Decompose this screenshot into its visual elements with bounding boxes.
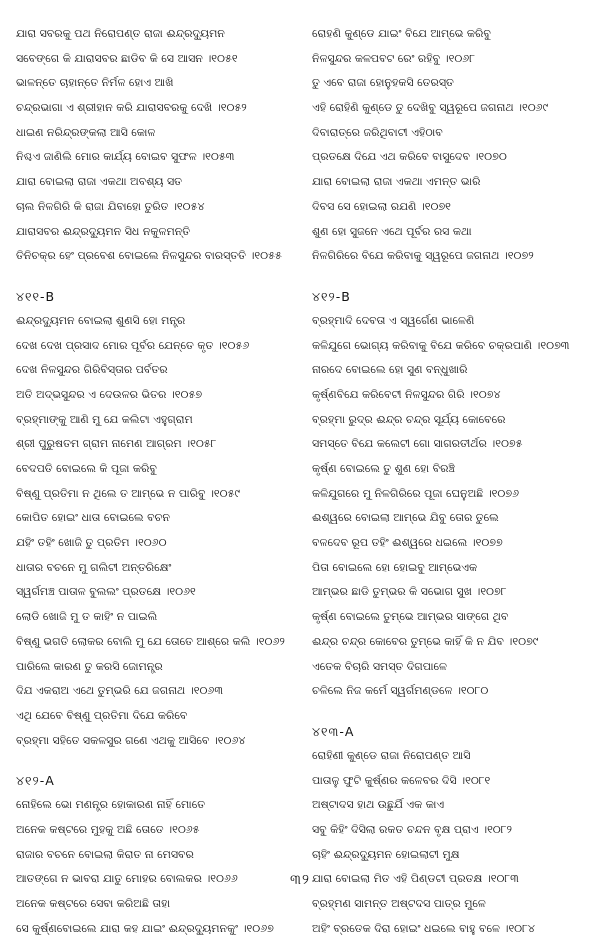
verse-line: ଚନ୍ଦ୍ରଭାଗା ଏ ଶ୍ରୀହାନ କରି ଯାରାସବରକୁ ଦେଖି ।୧୦୫୨ (16, 101, 247, 115)
verse-line: ଅନେକ କଷ୍ଟରେ ସେବା କରିଅଛି ତାହା (16, 897, 171, 910)
verse-line: ଚଳିଲେ ନିଜ କର୍ମେ ସ୍ୱର୍ଗମଣ୍ଡଳେ ।୧୦୮୦ (312, 684, 489, 698)
verse-line: ବ୍ରହ୍ମାଙ୍କୁ ଆଣି ମୁ ଯେ କଲିଟା ଏହୁଗ୍ରାମ (16, 412, 193, 426)
verse-line: କଳିଯୁଗରେ ମୁ ନିଳଗିରିରେ ପୂଜା ଘେନୁଅଛି ।୧୦୭୬ (312, 486, 520, 500)
section-heading: ୪୧୨-B (312, 288, 351, 304)
verse-line: ଧାତାର ବଚନେ ମୁ ଗଲିଟୀ ଅନ୍ତରିକ୍ଷେଂ (16, 560, 172, 574)
verse-line: ନାରଦେ ବୋଇଲେ ହୋ ସୁଣ ବନ୍ଧୁଖାରି (312, 363, 468, 377)
verse-line: କୃର୍ଷ୍ଣ ବୋଇଲେ ତୁ ଶୁଣ ହୋ ବିରଞ୍ଚି (312, 462, 456, 475)
verse-line: ଈନ୍ଦ୍ରଦ୍ୟୁମନ ବୋଇଲା ଶୁଣସି ହୋ ମନ୍ତ୍ର (16, 313, 186, 327)
section-gap (16, 753, 306, 769)
left-column (16, 22, 306, 941)
verse-line: ପାରିଲେ କାରଣ ତୁ କରସି ଜୋମନ୍ତ୍ର (16, 659, 163, 673)
verse-line: ଈଶ୍ୱରେ ବୋଇଲା ଆମ୍ଭେ ଯିବୁ ତୋର ତୁଲେ (312, 511, 499, 525)
verse-line: ଦିବାରାତ୍ରେ ଜରିଥିବାଟୀ ଏହିଠାବ (312, 125, 443, 139)
verse-line: ଏହି ରୋହିଣି କୁଣ୍ଡେ ତୁ ଦେଖିବୁ ସ୍ୱରୂପେ ଜଗନାଥ ।୧୦୬୯ (312, 101, 549, 115)
verse-line: ଏଥି ଯେବେ ବିଷ୍ଣୁ ପ୍ରତିମା ଦିଯେ କରିବେ (16, 708, 188, 722)
section-gap (16, 269, 306, 285)
verse-line: ଚାହିଂ ଈନ୍ଦ୍ରଦ୍ୟୁମନ ହୋଇଲାଟୀ ମୁକ୍ଷ (312, 847, 460, 861)
verse-line: ଈନ୍ଦ୍ର ଚନ୍ଦ୍ର କୋବେର ତୁମ୍ଭେ କାହିଁ କି ନ ଯିବ ।୧୦୭୯ (312, 634, 539, 648)
verse-line: ବିଷ୍ଣୁ ଭଗତି ଲୋକର ବୋଲି ମୁ ଯେ ତୋତେ ଆଶ୍ରେ କଲି ।୧୦୬୨ (16, 634, 285, 648)
verse-line: ସେ କୁର୍ଷ୍ଣବୋଇଲେ ଯାରା କହ ଯାଇଂ ଈନ୍ଦ୍ରଦ୍ୟୁମନକୁଂ ।୧୦୬୭ (16, 921, 274, 935)
verse-line: ପ୍ରତକ୍ଷେ ଦିଯେ ଏଥ କରିବେ ବାସୁଦେବ ।୧୦୭୦ (312, 150, 507, 164)
section-gap (312, 704, 600, 720)
page-number: ୩୨ (290, 872, 310, 888)
verse-line: ବଳଦେବ ରୂପ ତହିଂ ଈଶ୍ୱରେ ଧଇଲେ ।୧୦୭୭ (312, 536, 503, 550)
verse-line: କୃର୍ଷ୍ଣବିଯେ କରିବେଟୀ ନିଳସୁନ୍ଦର ଗିରି ।୧୦୭୪ (312, 387, 501, 401)
verse-line: ଅତି ଅଦ୍ଭସୁନ୍ଦର ଏ ଦେଉଳର ଭିତର ।୧୦୫୭ (16, 387, 203, 401)
verse-line: ଯହିଂ ତହିଂ ଖୋଜି ତୁ ପ୍ରତିମ ।୧୦୬୦ (16, 536, 167, 550)
verse-line: ଲୋଡି ଖୋଜି ମୁ ତ କାହିଂ ନ ପାଇଲି (16, 610, 158, 624)
verse-line: ବ୍ରହ୍ମା ସହିତେ ସକଳସୁର ଗଣେ ଏଥକୁ ଆସିବେ ।୧୦୬୪ (16, 733, 246, 747)
verse-line: ଦିଯ ଏକରାଅ ଏଥେ ତୁମ୍ଭରି ଯେ ଜଗନାଥ ।୧୦୬୩ (16, 684, 223, 698)
section-gap (312, 269, 600, 285)
verse-line: କୃର୍ଷ୍ଣ ବୋଇଲେ ତୁମ୍ଭେ ଆମ୍ଭର ସାଙ୍ଗେ ଥିବ (312, 610, 509, 624)
verse-line: ବିଷ୍ଣୁ ପ୍ରତିମା ନ ଥିଲେ ତ ଆମ୍ଭେ ନ ପାରିବୁ ।୧୦୫୯ (16, 486, 240, 500)
verse-line: ନିଳସୁନ୍ଦର କଳପବଟ ରେଂ ରହିବୁ ।୧୦୬୮ (312, 51, 475, 65)
verse-line: ଶ୍ରୀ ପୁରୁଷତମ ଗ୍ରାମ ନାମେଣ ଆଗ୍ରମ ।୧୦୫୮ (16, 437, 217, 451)
verse-line: ନିଳଗିରିରେ ବିଯେ କରିବାକୁ ସ୍ୱରୂପେ ଜଗନାଥ ।୧୦୭୨ (312, 249, 534, 263)
verse-line: ନୋହିଲେ ଭୋ ମଣନ୍ତ୍ର ହୋକାରଣ ନାହିଁ ମୋତେ (16, 798, 206, 812)
verse-line: ଯାରା ବୋଇଲା ମିତ ଏହି ପିଣ୍ଡଟୀ ପ୍ରତକ୍ଷ ।୧୦୮୩ (312, 872, 519, 886)
verse-line: କୋପିତ ହୋଇଂ ଧାତା ବୋଇଲେ ବଚନ (16, 511, 170, 525)
section-heading: ୪୧୩-A (312, 723, 355, 739)
verse-line: ବେଦପତି ବୋଇଲେ କି ପୂଜା କରିବୁ (16, 462, 157, 475)
verse-line: ଚାଲ ନିଳଗିରି କି ରାଜା ଯିବାହୋ ତୁରିତ ।୧୦୫୪ (16, 199, 205, 213)
verse-line: ପିତା ବୋଇଲେ ହୋ ହୋଇବୁ ଆମ୍ଭେଏକ (312, 560, 478, 574)
section-heading: ୪୧୨-A (16, 773, 55, 789)
verse-line: ଦେଖ ଦେଖ ପ୍ରସାଦ ମୋର ପୂର୍ବର ଯେନ୍ତେ କୃତ ।୧୦୫୬ (16, 338, 250, 352)
verse-line: ବ୍ରହ୍ମଣ ସାମନ୍ତ ଅଷ୍ଟଦସ ପାତ୍ର ମୁଳେ (312, 897, 486, 910)
verse-line: ଦିବସ ସେ ହୋଇଲା ରଯଣି ।୧୦୭୧ (312, 199, 451, 213)
verse-line: ତୁ ଏବେ ରାଜା ହୋନୁହକସି ତେରସ୍ତ (312, 76, 454, 90)
verse-line: ତିନିଚକ୍ର ହେଂ ପ୍ରବେଶ ବୋଇଲେ ନିଳସୁନ୍ଦର ବାରସ୍ତତି ।୧୦୫୫ (16, 249, 282, 263)
verse-line: ଆମ୍ଭର ଛାଡି ତୁମ୍ଭର କି ସଭୋଗ ସୁଖ ।୧୦୭୮ (312, 585, 507, 599)
verse-line: ରୋହଣି କୁଣ୍ଡେ ଯାଇଂ ବିଯେ ଆମ୍ଭେ କରିବୁ (312, 27, 491, 40)
verse-line: ଧାଇଣ ନରିନ୍ଦ୍ରଙ୍କଲା ଆସି କୋଳ (16, 125, 156, 139)
verse-line: ସ୍ୱର୍ଗମଞ୍ଚ ପାତାଳ ବୁଲଲଂ ପ୍ରତକ୍ଷେ ।୧୦୬୧ (16, 585, 196, 599)
verse-line: ଅନେକ କଷ୍ଟରେ ମୁହକୁ ଅଛି ତୋତେ ।୧୦୬୫ (16, 822, 200, 836)
verse-line: ରୋହିଣୀ କୁଣ୍ଡେ ରାଜା ନିରୋପଣ୍ତ ଆସି (312, 748, 471, 762)
verse-line: ଅହିଂ ବ୍ରତେକ ଦିରା ହୋଇଂ ଧଇଲେ ବାହୁ ବଳେ ।୧୦୮୪ (312, 921, 535, 935)
verse-line: ଦେଖ ନିଳସୁନ୍ଦର ଗିରିବିସ୍ତାର ପର୍ବତର (16, 363, 168, 377)
verse-line: କଳିଯୁଗେ ଭୋଗ୍ୟ କରିବାକୁ ବିଯେ କରିବେ ଚକ୍ରପାଣି ।୧୦୭୩ (312, 338, 570, 352)
verse-line: ଅଷ୍ଟାଦସ ହାଥ ଉଛୁର୍ଯି ଏକ କାଏ (312, 798, 445, 812)
verse-line: ବ୍ରହ୍ମାଦି ଦେବତା ଏ ସ୍ୱର୍ଗେଣ ଭାଳେଣି (312, 313, 475, 327)
verse-line: ଆତଙ୍ଗେ ନ ଭାବରା ଯାତୁ ମୋହର ବୋଲକର ।୧୦୬୬ (16, 872, 238, 886)
verse-line: ରାଜାର ବଚନେ ବୋଇଲା କିରାତ ନା ମେସବର (16, 847, 194, 861)
verse-line: ସବୁ କିହିଂ ଦିସିଲା ରକତ ଚନ୍ଦନ ବୃକ୍ଷ ପ୍ରାଏ ।୧୦୮୨ (312, 822, 512, 836)
section-heading: ୪୧୧-B (16, 288, 56, 304)
right-column (312, 22, 600, 941)
verse-line: ପାତାଳୁ ଫୁଟି କୁର୍ଷ୍ଣର କଳେବର ଦିସି ।୧୦୮୧ (312, 773, 491, 787)
verse-line: ସବେଙ୍ଗେ କି ଯାରାସବର ଛାଡିବ କି ସେ ଆସନ ।୧୦୫୧ (16, 51, 238, 65)
verse-line: ଏତେକ ବିଚାରି ସମସ୍ତ ଦିଗପାଳେ (312, 659, 447, 673)
verse-line: ସମସ୍ତେ ବିଯେ କଲେଟୀ ଗୋ ସାଗରତୀର୍ଥର ।୧୦୭୫ (312, 437, 523, 451)
verse-line: ଯାରା ସବରକୁ ପଥ ନିରୋପଣ୍ତ ରାଜା ଈନ୍ଦ୍ରଦ୍ୟୁମନ (16, 27, 225, 40)
verse-line: ବ୍ରହ୍ମା ରୁଦ୍ର ଈନ୍ଦ୍ର ଚନ୍ଦ୍ର ସୂର୍ଯ୍ୟ କୋବେରେ (312, 412, 506, 426)
verse-line: ଶୁଣ ହୋ ସୁଜନେ ଏଥେ ପୂର୍ବର ରସ କଥା (312, 224, 472, 238)
verse-line: ଯାରା ବୋଇଲା ରାଜା ଏକଥା ଏମନ୍ତ ଭାରି (312, 175, 481, 189)
verse-line: ନିଶ୍ଚଏ ଜାଣିଲି ମୋର କାର୍ଯ୍ୟ ବୋଇବ ସୁଫଳ ।୧୦୫୩ (16, 150, 235, 164)
verse-line: ଯାରାସବର ଈନ୍ଦ୍ରଦ୍ୟୁମନ ସିଧ ନକୁଳମନ୍ତି (16, 224, 191, 238)
verse-line: ଯାରା ବୋଇଲା ରାଜା ଏକଥା ଅବଶ୍ୟ ସତ (16, 175, 182, 189)
verse-line: ଭାଳନ୍ତେ ଚାହାନ୍ତେ ନିର୍ମଳ ହୋଏ ଆଖି (16, 76, 174, 90)
